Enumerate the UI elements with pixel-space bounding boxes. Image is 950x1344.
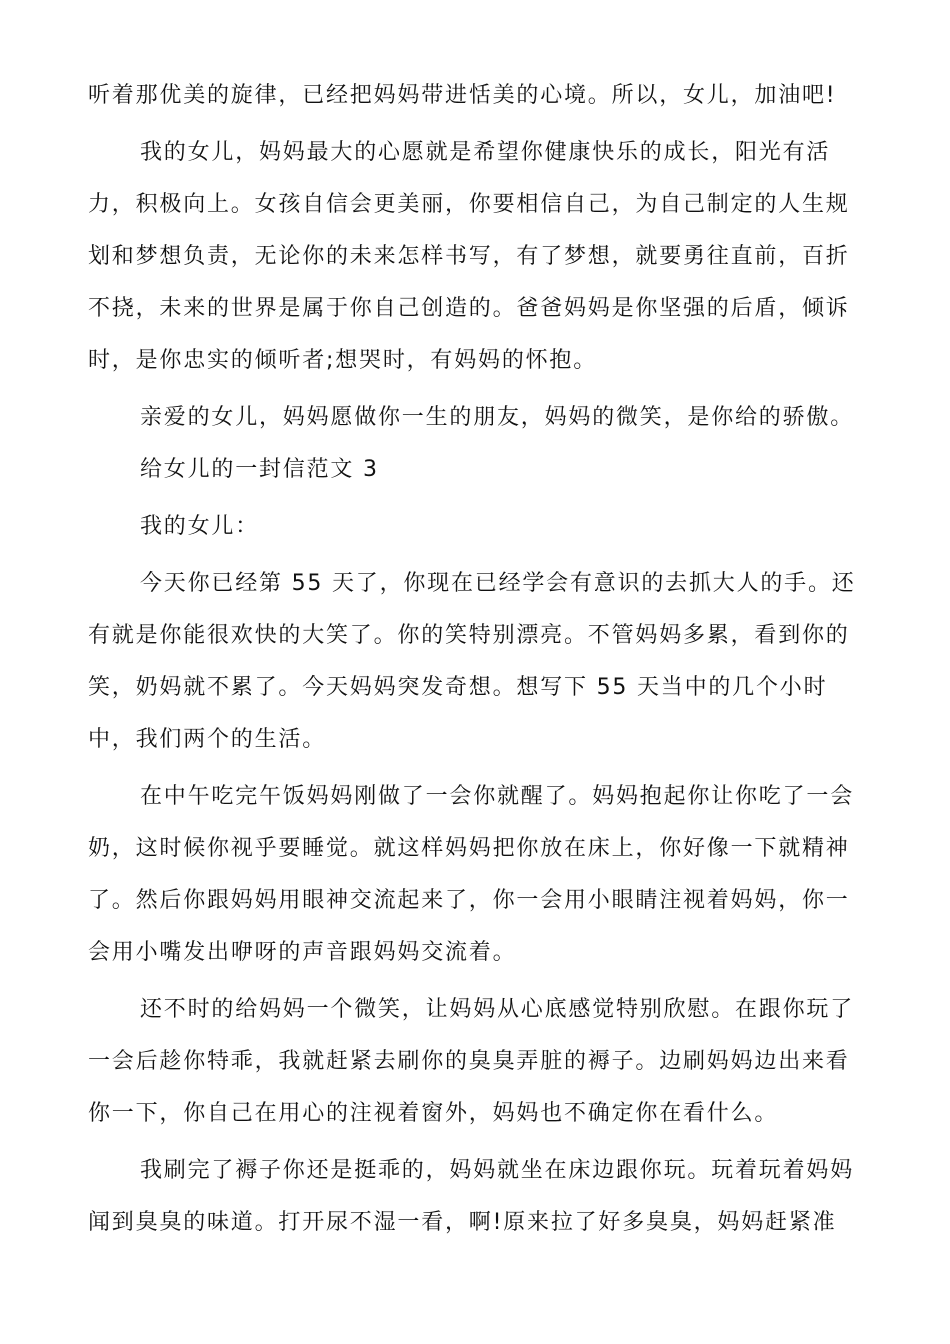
text-line: 时，是你忠实的倾听者;想哭时，有妈妈的怀抱。 xyxy=(88,348,598,373)
paragraph-smile xyxy=(88,984,868,1140)
text-line: 还不时的给妈妈一个微笑，让妈妈从心底感觉特别欣慰。在跟你玩了 xyxy=(140,997,855,1022)
document-page xyxy=(88,70,868,1249)
salutation xyxy=(88,501,868,553)
text-line: 在中午吃完午饭妈妈刚做了一会你就醒了。妈妈抱起你让你吃了一会 xyxy=(140,784,855,809)
text-line: 不挠，未来的世界是属于你自己创造的。爸爸妈妈是你坚强的后盾，倾诉 xyxy=(88,296,850,321)
paragraph-friend xyxy=(88,392,868,444)
paragraph-diaper xyxy=(88,1145,868,1249)
text-line: 亲爱的女儿，妈妈愿做你一生的朋友，妈妈的微笑，是你给的骄傲。 xyxy=(140,405,855,430)
text-line: 我的女儿，妈妈最大的心愿就是希望你健康快乐的成长，阳光有活 xyxy=(140,140,831,165)
text-line: 一会后趁你特乖，我就赶紧去刷你的臭臭弄脏的褥子。边刷妈妈边出来看 xyxy=(88,1049,850,1074)
paragraph-noon xyxy=(88,771,868,979)
heading-text: 给女儿的一封信范文 3 xyxy=(140,457,379,482)
paragraph-day55 xyxy=(88,558,868,766)
text-line: 今天你已经第 55 天了，你现在已经学会有意识的去抓大人的手。还 xyxy=(140,571,856,596)
text-line: 听着那优美的旋律，已经把妈妈带进恬美的心境。所以，女儿，加油吧! xyxy=(88,83,837,108)
text-line: 笑，奶妈就不累了。今天妈妈突发奇想。想写下 55 天当中的几个小时 xyxy=(88,675,828,700)
text-line: 奶，这时候你视乎要睡觉。就这样妈妈把你放在床上，你好像一下就精神 xyxy=(88,836,850,861)
paragraph-wish xyxy=(88,127,868,387)
text-line: 我的女儿： xyxy=(140,514,260,539)
paragraph-continuation xyxy=(88,70,868,122)
text-line: 闻到臭臭的味道。打开尿不湿一看，啊!原来拉了好多臭臭，妈妈赶紧准 xyxy=(88,1210,837,1235)
text-line: 了。然后你跟妈妈用眼神交流起来了，你一会用小眼睛注视着妈妈，你一 xyxy=(88,888,850,913)
text-line: 中，我们两个的生活。 xyxy=(88,727,327,752)
text-line: 划和梦想负责，无论你的未来怎样书写，有了梦想，就要勇往直前，百折 xyxy=(88,244,850,269)
section-title xyxy=(88,444,868,496)
text-line: 有就是你能很欢快的大笑了。你的笑特别漂亮。不管妈妈多累，看到你的 xyxy=(88,623,850,648)
text-line: 会用小嘴发出咿呀的声音跟妈妈交流着。 xyxy=(88,940,517,965)
text-line: 我刷完了褥子你还是挺乖的，妈妈就坐在床边跟你玩。玩着玩着妈妈 xyxy=(140,1158,855,1183)
text-line: 力，积极向上。女孩自信会更美丽，你要相信自己，为自己制定的人生规 xyxy=(88,192,850,217)
text-line: 你一下，你自己在用心的注视着窗外，妈妈也不确定你在看什么。 xyxy=(88,1101,779,1126)
